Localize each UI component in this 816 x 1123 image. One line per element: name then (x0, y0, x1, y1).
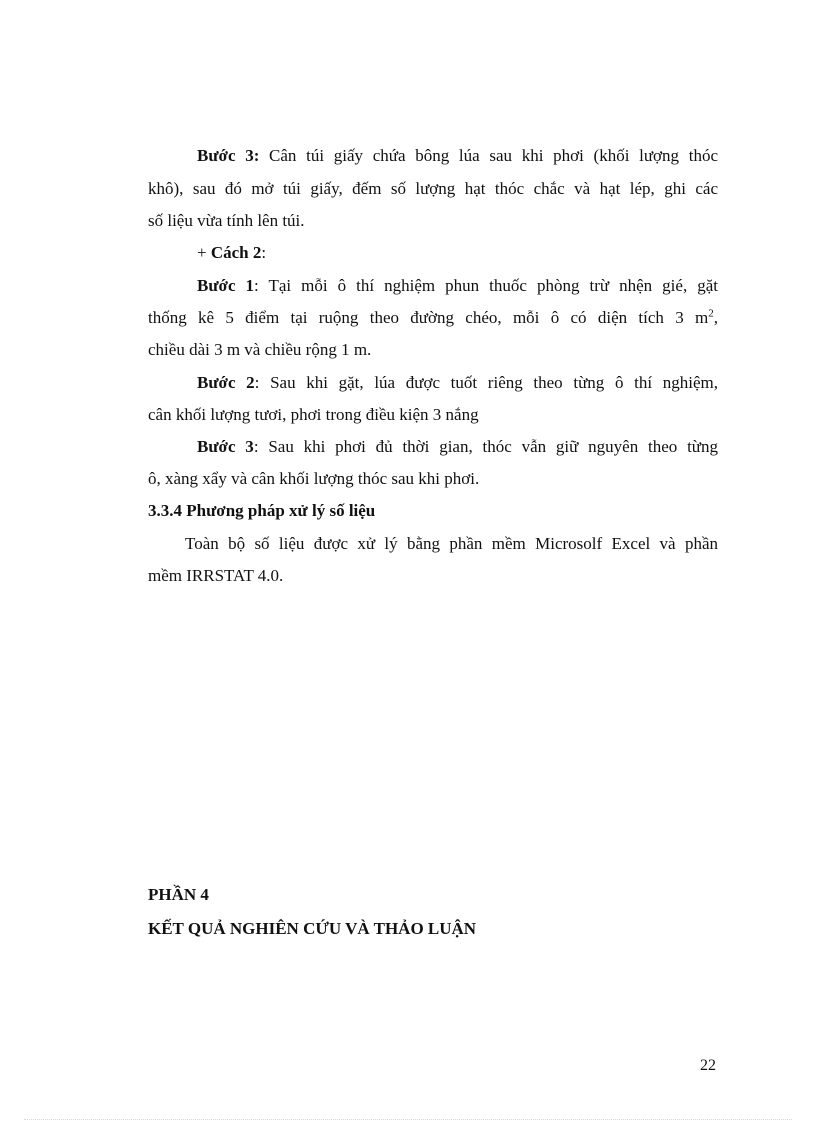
page-number: 22 (700, 1057, 716, 1074)
step-label: Bước 1 (197, 276, 255, 295)
paragraph-step3b-line1: Bước 3: Sau khi phơi đủ thời gian, thóc vẫn giữ nguyên theo từng (197, 437, 719, 456)
paragraph-data-processing-line1: Toàn bộ số liệu được xử lý bằng phần mềm Microsolf Excel và phần (185, 534, 718, 553)
paragraph-step2-line2: cân khối lượng tươi, phơi trong điều kiện 3 nắng (148, 405, 479, 424)
paragraph-step3-line3: số liệu vừa tính lên túi. (148, 211, 305, 230)
step-label: Bước 3 (197, 437, 254, 456)
paragraph-step1-line1: Bước 1: Tại mỗi ô thí nghiệm phun thuốc phòng trừ nhện gié, gặt (197, 276, 719, 295)
paragraph-step2-line1: Bước 2: Sau khi gặt, lúa được tuốt riêng theo từng ô thí nghiệm, (197, 373, 718, 392)
paragraph-step3-line1: Bước 3: Cân túi giấy chứa bông lúa sau khi phơi (khối lượng thóc (197, 146, 718, 165)
paragraph-step1-line3: chiều dài 3 m và chiều rộng 1 m. (148, 340, 372, 359)
paragraph-step1-line2: thống kê 5 điểm tại ruộng theo đường chéo, mỗi ô có diện tích 3 $m^2$, (148, 307, 718, 327)
section-heading: 3.3.4 Phương pháp xử lý số liệu (148, 501, 376, 520)
step-label: Bước 3: (197, 146, 260, 165)
page-bottom-divider (24, 1119, 792, 1120)
part-label: PHẦN 4 (148, 885, 209, 904)
method-2-label: + Cách 2: (197, 243, 267, 262)
part-title: KẾT QUẢ NGHIÊN CỨU VÀ THẢO LUẬN (148, 919, 477, 938)
step-label: Bước 2 (197, 373, 255, 392)
paragraph-step3-line2: khô), sau đó mở túi giấy, đếm số lượng hạt thóc chắc và hạt lép, ghi các (148, 179, 718, 198)
paragraph-data-processing-line2: mềm IRRSTAT 4.0. (148, 566, 284, 585)
paragraph-step3b-line2: ô, xàng xẩy và cân khối lượng thóc sau khi phơi. (148, 469, 480, 488)
